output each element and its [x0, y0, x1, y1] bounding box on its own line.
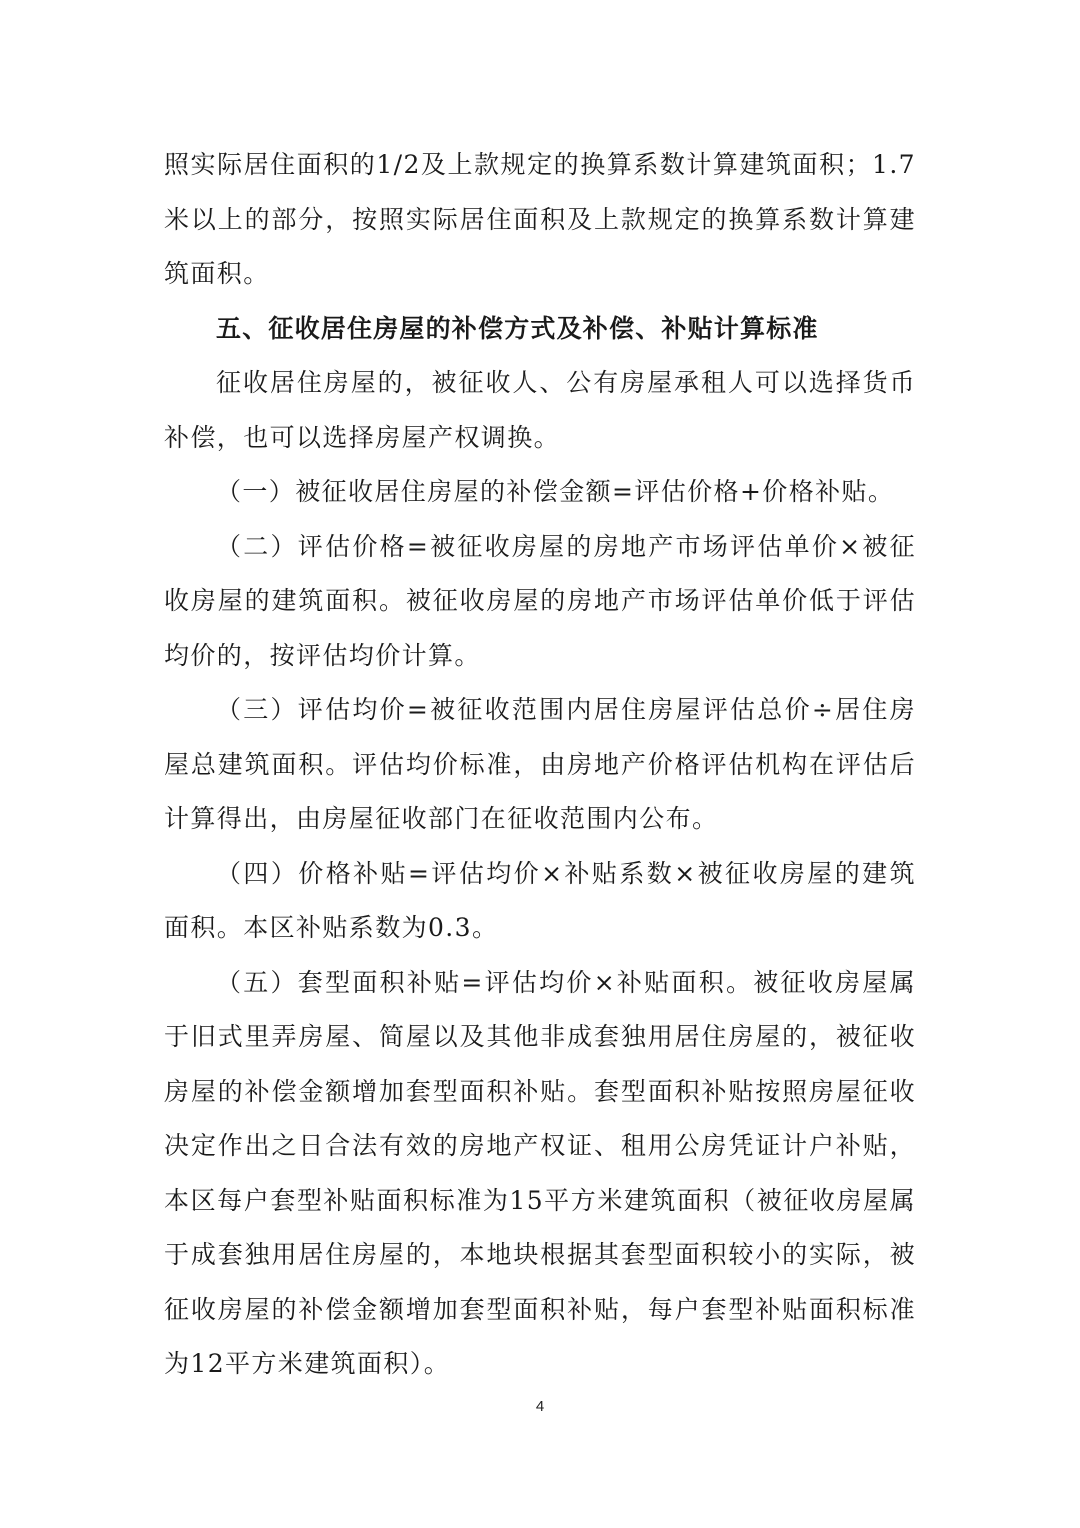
page-number: 4 — [535, 1398, 545, 1415]
paragraph-continuation: 照实际居住面积的1/2及上款规定的换算系数计算建筑面积；1.7米以上的部分，按照实际居住面积及上款规定的换算系数计算建筑面积。 — [164, 150, 916, 288]
paragraph-item-1: （一）被征收居住房屋的补偿金额=评估价格+价格补贴。 — [216, 477, 895, 506]
paragraph-item-5: （五）套型面积补贴=评估均价×补贴面积。被征收房屋属于旧式里弄房屋、简屋以及其他非成套独用居住房屋的，被征收房屋的补偿金额增加套型面积补贴。套型面积补贴按照房屋征收决定作出之日合法有效的房地产权证、租用公房凭证计户补贴，本区每户套型补贴面积标准为15平方米建筑面积（被征收房屋属于成套独用居住房屋的，本地块根据其套型面积较小的实际，被征收房屋的补偿金额增加套型面积补贴，每户套型补贴面积标准为12平方米建筑面积）。 — [164, 967, 916, 1378]
section-heading: 五、征收居住房屋的补偿方式及补偿、补贴计算标准 — [216, 313, 819, 343]
paragraph-item-2: （二）评估价格=被征收房屋的房地产市场评估单价×被征收房屋的建筑面积。被征收房屋的房地产市场评估单价低于评估均价的，按评估均价计算。 — [164, 531, 916, 670]
paragraph-item-3: （三）评估均价=被征收范围内居住房屋评估总价÷居住房屋总建筑面积。评估均价标准，由房地产价格评估机构在评估后计算得出，由房屋征收部门在征收范围内公布。 — [164, 695, 916, 833]
paragraph-item-4: （四）价格补贴=评估均价×补贴系数×被征收房屋的建筑面积。本区补贴系数为0.3。 — [164, 858, 916, 942]
document-body — [164, 138, 916, 1392]
paragraph-compensation-options: 征收居住房屋的，被征收人、公有房屋承租人可以选择货币补偿，也可以选择房屋产权调换。 — [164, 368, 916, 452]
